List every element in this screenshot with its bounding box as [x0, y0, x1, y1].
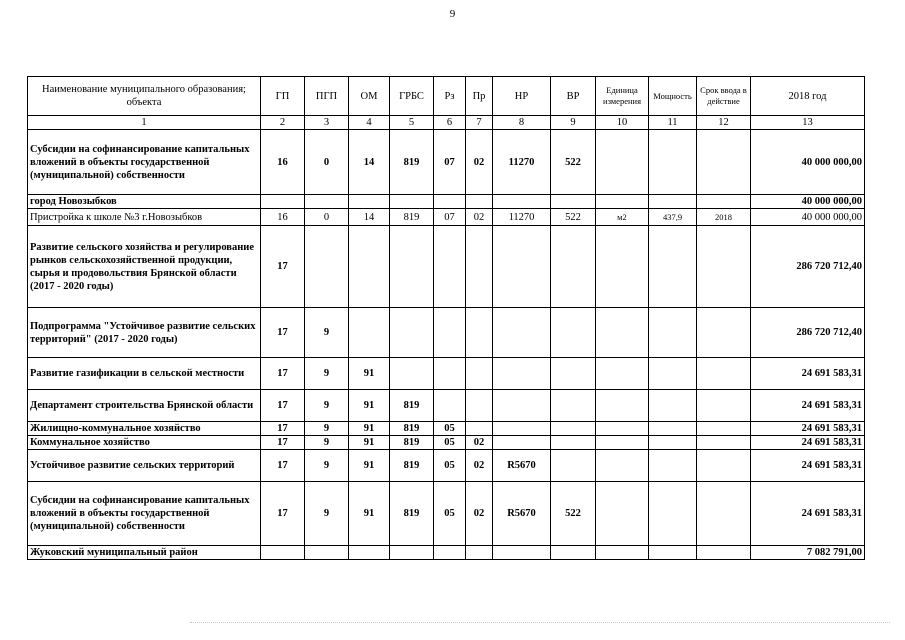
row-unit — [596, 130, 649, 195]
row-gp — [261, 195, 305, 209]
row-rz: 07 — [434, 209, 466, 226]
row-amount: 24 691 583,31 — [751, 390, 865, 422]
column-number: 4 — [349, 116, 390, 130]
row-grbs — [390, 195, 434, 209]
row-rz: 05 — [434, 482, 466, 546]
row-rz: 07 — [434, 130, 466, 195]
row-pr — [466, 195, 493, 209]
row-capacity — [649, 308, 697, 358]
row-grbs — [390, 226, 434, 308]
row-unit — [596, 422, 649, 436]
row-pr: 02 — [466, 130, 493, 195]
budget-table — [27, 76, 865, 560]
row-om: 91 — [349, 482, 390, 546]
row-nr: 11270 — [493, 209, 551, 226]
row-pr: 02 — [466, 209, 493, 226]
row-ppgp: 9 — [305, 358, 349, 390]
row-term — [697, 436, 751, 450]
row-amount: 286 720 712,40 — [751, 226, 865, 308]
row-vr: 522 — [551, 482, 596, 546]
row-grbs: 819 — [390, 422, 434, 436]
row-unit — [596, 482, 649, 546]
row-vr — [551, 195, 596, 209]
row-nr — [493, 422, 551, 436]
row-capacity: 437,9 — [649, 209, 697, 226]
column-number: 11 — [649, 116, 697, 130]
row-term — [697, 308, 751, 358]
row-om — [349, 308, 390, 358]
row-amount: 40 000 000,00 — [751, 195, 865, 209]
row-amount: 40 000 000,00 — [751, 130, 865, 195]
row-vr: 522 — [551, 209, 596, 226]
row-nr — [493, 546, 551, 560]
row-ppgp: 9 — [305, 482, 349, 546]
row-capacity — [649, 482, 697, 546]
row-ppgp — [305, 195, 349, 209]
row-gp: 17 — [261, 450, 305, 482]
header-om: ОМ — [349, 77, 390, 116]
table-row — [28, 209, 865, 226]
row-om: 91 — [349, 390, 390, 422]
table-row — [28, 450, 865, 482]
row-rz — [434, 546, 466, 560]
row-name: Жилищно-коммунальное хозяйство — [28, 422, 261, 436]
table-row — [28, 436, 865, 450]
row-rz — [434, 390, 466, 422]
row-name: город Новозыбков — [28, 195, 261, 209]
row-grbs — [390, 308, 434, 358]
row-ppgp: 9 — [305, 436, 349, 450]
row-vr — [551, 436, 596, 450]
row-amount: 7 082 791,00 — [751, 546, 865, 560]
row-pr — [466, 358, 493, 390]
row-term — [697, 358, 751, 390]
row-unit — [596, 450, 649, 482]
row-amount: 286 720 712,40 — [751, 308, 865, 358]
row-vr — [551, 390, 596, 422]
row-name: Развитие сельского хозяйства и регулирование рынков сельскохозяйственной продукции, сырья и продовольствия Брянской области (2017 - 2020 годы) — [28, 226, 261, 308]
column-number: 2 — [261, 116, 305, 130]
table-row — [28, 226, 865, 308]
row-unit: м2 — [596, 209, 649, 226]
row-rz: 05 — [434, 436, 466, 450]
table-row — [28, 358, 865, 390]
table-row — [28, 130, 865, 195]
row-rz: 05 — [434, 450, 466, 482]
row-vr — [551, 450, 596, 482]
column-number: 13 — [751, 116, 865, 130]
row-pr — [466, 226, 493, 308]
row-grbs: 819 — [390, 482, 434, 546]
row-pr: 02 — [466, 450, 493, 482]
table-row — [28, 308, 865, 358]
row-rz — [434, 195, 466, 209]
row-ppgp — [305, 546, 349, 560]
row-ppgp: 0 — [305, 209, 349, 226]
row-capacity — [649, 358, 697, 390]
row-rz — [434, 358, 466, 390]
row-vr: 522 — [551, 130, 596, 195]
column-number: 8 — [493, 116, 551, 130]
row-name: Пристройка к школе №3 г.Новозыбков — [28, 209, 261, 226]
row-vr — [551, 358, 596, 390]
row-rz: 05 — [434, 422, 466, 436]
row-term — [697, 482, 751, 546]
column-number: 3 — [305, 116, 349, 130]
row-grbs: 819 — [390, 390, 434, 422]
column-number: 7 — [466, 116, 493, 130]
row-term — [697, 195, 751, 209]
row-grbs — [390, 358, 434, 390]
row-nr: R5670 — [493, 482, 551, 546]
row-unit — [596, 358, 649, 390]
header-year: 2018 год — [751, 77, 865, 116]
row-grbs — [390, 546, 434, 560]
row-gp: 16 — [261, 209, 305, 226]
row-amount: 24 691 583,31 — [751, 358, 865, 390]
row-term — [697, 546, 751, 560]
row-term — [697, 450, 751, 482]
row-om: 91 — [349, 450, 390, 482]
row-unit — [596, 226, 649, 308]
column-number: 5 — [390, 116, 434, 130]
header-unit: Единица измерения — [596, 77, 649, 116]
column-numbers-row — [28, 116, 865, 130]
column-number: 6 — [434, 116, 466, 130]
row-ppgp: 9 — [305, 308, 349, 358]
table-header-row — [28, 77, 865, 116]
row-om — [349, 226, 390, 308]
header-capacity: Мощность — [649, 77, 697, 116]
column-number: 10 — [596, 116, 649, 130]
row-gp: 17 — [261, 358, 305, 390]
row-gp — [261, 546, 305, 560]
header-name: Наименование муниципального образования; объекта — [28, 77, 261, 116]
row-nr — [493, 390, 551, 422]
row-term — [697, 130, 751, 195]
row-pr: 02 — [466, 436, 493, 450]
row-capacity — [649, 390, 697, 422]
row-nr — [493, 358, 551, 390]
row-pr: 02 — [466, 482, 493, 546]
row-ppgp: 0 — [305, 130, 349, 195]
row-nr: R5670 — [493, 450, 551, 482]
row-unit — [596, 546, 649, 560]
header-nr: НР — [493, 77, 551, 116]
row-name: Развитие газификации в сельской местности — [28, 358, 261, 390]
column-number: 12 — [697, 116, 751, 130]
page-number: 9 — [449, 8, 456, 20]
row-amount: 24 691 583,31 — [751, 422, 865, 436]
row-nr: 11270 — [493, 130, 551, 195]
row-vr — [551, 422, 596, 436]
row-amount: 24 691 583,31 — [751, 436, 865, 450]
row-term — [697, 390, 751, 422]
row-amount: 24 691 583,31 — [751, 450, 865, 482]
column-number: 9 — [551, 116, 596, 130]
row-nr — [493, 436, 551, 450]
row-grbs: 819 — [390, 130, 434, 195]
row-rz — [434, 308, 466, 358]
row-om: 91 — [349, 422, 390, 436]
table-row — [28, 546, 865, 560]
row-vr — [551, 226, 596, 308]
table-row — [28, 195, 865, 209]
row-name: Устойчивое развитие сельских территорий — [28, 450, 261, 482]
row-name: Подпрограмма "Устойчивое развитие сельских территорий" (2017 - 2020 годы) — [28, 308, 261, 358]
row-capacity — [649, 422, 697, 436]
header-grbs: ГРБС — [390, 77, 434, 116]
row-gp: 16 — [261, 130, 305, 195]
row-om: 91 — [349, 358, 390, 390]
row-gp: 17 — [261, 308, 305, 358]
row-rz — [434, 226, 466, 308]
row-name: Субсидии на софинансирование капитальных вложений в объекты государственной (муниципальной) собственности — [28, 482, 261, 546]
row-unit — [596, 436, 649, 450]
table-row — [28, 422, 865, 436]
row-name: Субсидии на софинансирование капитальных вложений в объекты государственной (муниципальной) собственности — [28, 130, 261, 195]
row-ppgp: 9 — [305, 450, 349, 482]
header-ppgp: ПГП — [305, 77, 349, 116]
row-term — [697, 422, 751, 436]
row-nr — [493, 308, 551, 358]
row-gp: 17 — [261, 422, 305, 436]
row-term — [697, 226, 751, 308]
row-gp: 17 — [261, 226, 305, 308]
table-row — [28, 390, 865, 422]
row-om: 14 — [349, 130, 390, 195]
row-capacity — [649, 130, 697, 195]
row-capacity — [649, 226, 697, 308]
row-pr — [466, 308, 493, 358]
column-number: 1 — [28, 116, 261, 130]
row-capacity — [649, 450, 697, 482]
row-name: Департамент строительства Брянской области — [28, 390, 261, 422]
row-ppgp — [305, 226, 349, 308]
header-gp: ГП — [261, 77, 305, 116]
row-pr — [466, 422, 493, 436]
row-pr — [466, 546, 493, 560]
scan-artifact-line — [190, 622, 890, 624]
row-vr — [551, 308, 596, 358]
header-vr: ВР — [551, 77, 596, 116]
row-om: 14 — [349, 209, 390, 226]
row-name: Жуковский муниципальный район — [28, 546, 261, 560]
row-nr — [493, 195, 551, 209]
row-term: 2018 — [697, 209, 751, 226]
row-capacity — [649, 195, 697, 209]
row-gp: 17 — [261, 482, 305, 546]
header-pr: Пр — [466, 77, 493, 116]
header-rz: Рз — [434, 77, 466, 116]
row-om: 91 — [349, 436, 390, 450]
row-grbs: 819 — [390, 209, 434, 226]
row-om — [349, 195, 390, 209]
row-capacity — [649, 546, 697, 560]
row-gp: 17 — [261, 390, 305, 422]
table-row — [28, 482, 865, 546]
row-nr — [493, 226, 551, 308]
row-ppgp: 9 — [305, 390, 349, 422]
row-name: Коммунальное хозяйство — [28, 436, 261, 450]
row-grbs: 819 — [390, 450, 434, 482]
row-capacity — [649, 436, 697, 450]
row-vr — [551, 546, 596, 560]
row-amount: 24 691 583,31 — [751, 482, 865, 546]
row-pr — [466, 390, 493, 422]
row-unit — [596, 308, 649, 358]
row-grbs: 819 — [390, 436, 434, 450]
row-unit — [596, 195, 649, 209]
row-amount: 40 000 000,00 — [751, 209, 865, 226]
header-term: Срок ввода в действие — [697, 77, 751, 116]
row-gp: 17 — [261, 436, 305, 450]
row-unit — [596, 390, 649, 422]
row-ppgp: 9 — [305, 422, 349, 436]
row-om — [349, 546, 390, 560]
